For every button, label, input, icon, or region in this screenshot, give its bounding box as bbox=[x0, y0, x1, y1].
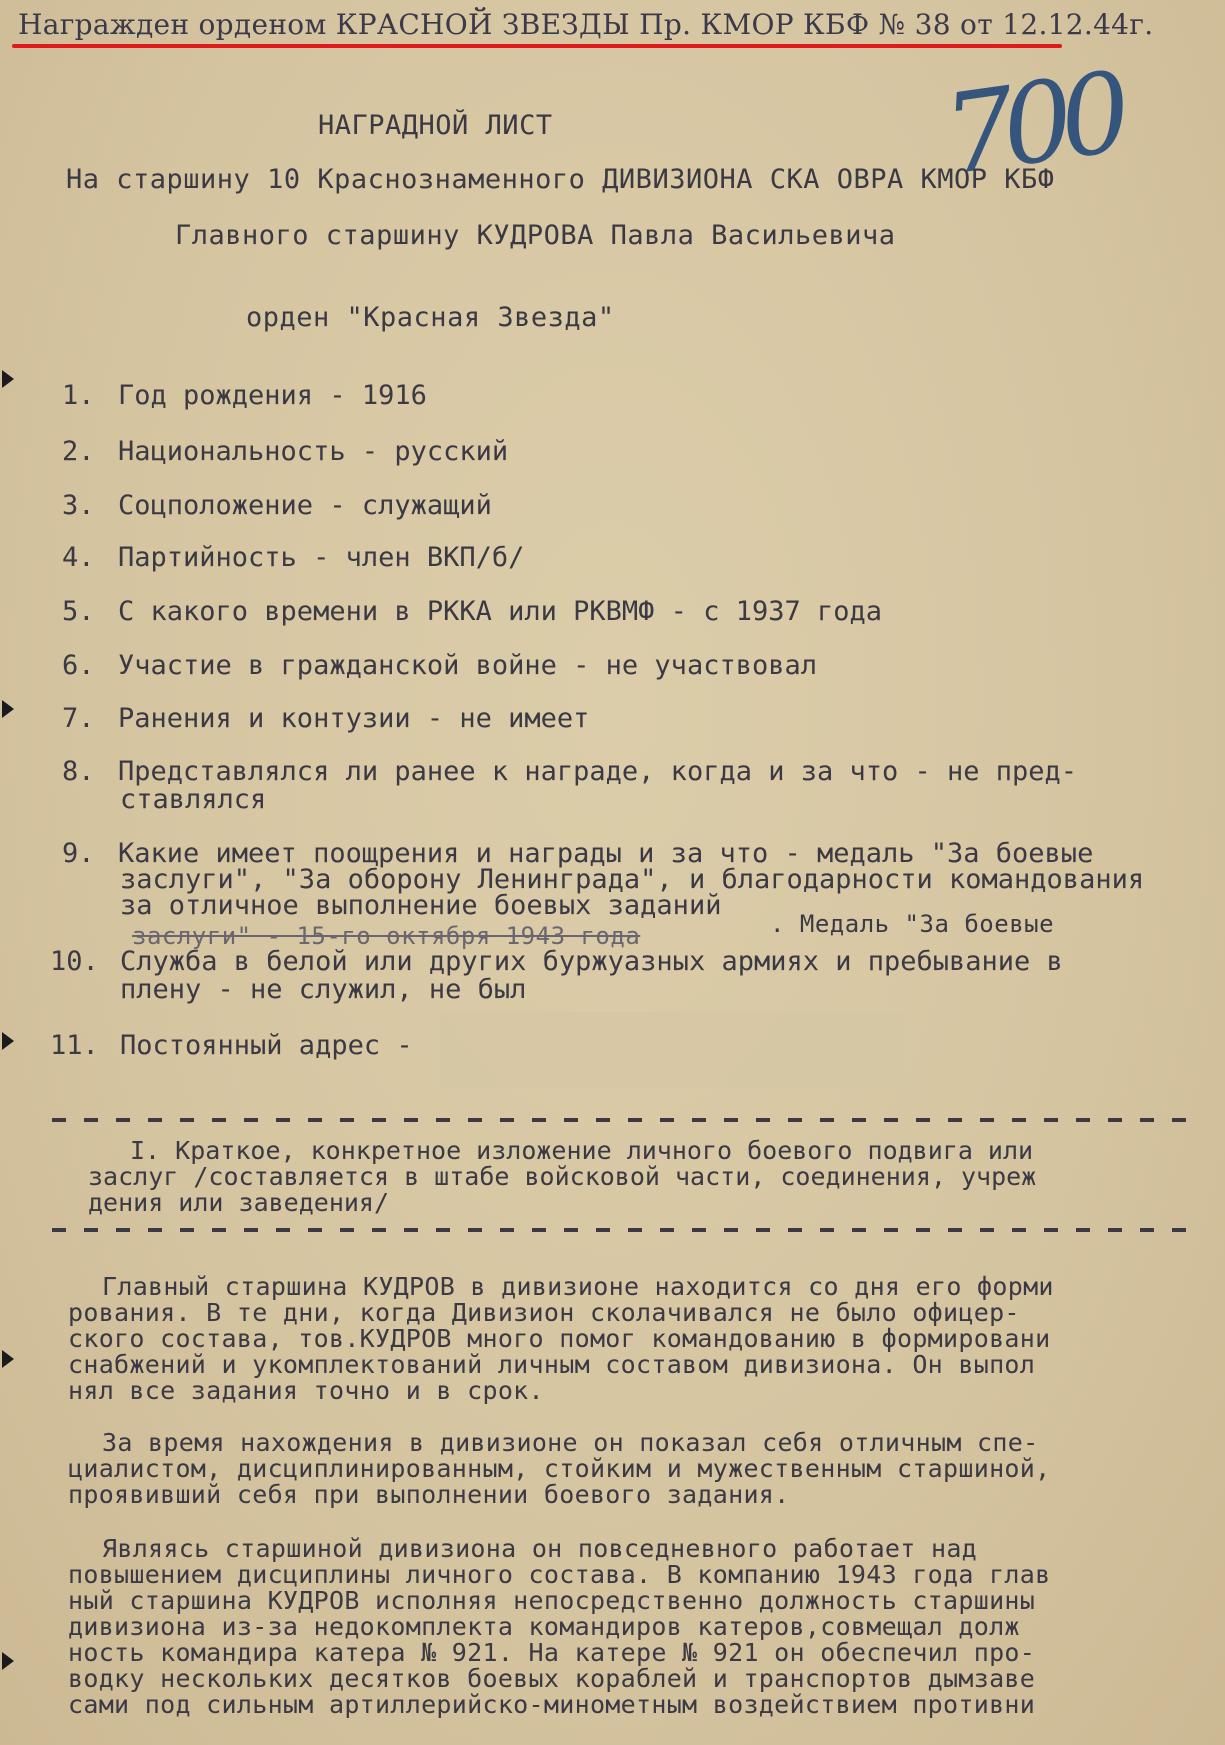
paragraph-line: циалистом, дисциплинированным, стойким и мужественным старшиной, bbox=[68, 1454, 1051, 1483]
redacted-address bbox=[440, 1012, 903, 1087]
document-title: НАГРАДНОЙ ЛИСТ bbox=[318, 110, 553, 141]
struck-note: заслуги" - 15-го октября 1943 года bbox=[132, 922, 641, 950]
list-item: 7. Ранения и контузии - не имеет bbox=[62, 703, 590, 734]
paragraph-line: водку нескольких десятков боевых кораблей и транспортов дымзаве bbox=[68, 1664, 1036, 1693]
list-item: 2. Национальность - русский bbox=[62, 436, 509, 467]
paragraph-line: дивизиона из-за недокомплекта командиров катеров,совмещал долж bbox=[68, 1612, 1020, 1641]
list-item: 4. Партийность - член ВКП/б/ bbox=[62, 542, 525, 573]
list-item: 10. Служба в белой или других буржуазных армиях и пребывание в bbox=[50, 946, 1063, 977]
dashed-divider bbox=[52, 1118, 1192, 1122]
margin-mark bbox=[2, 700, 14, 718]
paragraph-line: ный старшина КУДРОВ исполняя непосредственно должность старшины bbox=[68, 1586, 1036, 1615]
list-item: 9. Какие имеет поощрения и награды и за что - медаль "За боевые bbox=[62, 838, 1094, 869]
paragraph-line: За время нахождения в дивизионе он показал себя отличным спе- bbox=[102, 1428, 1039, 1457]
section-heading-line: I. Краткое, конкретное изложение личного боевого подвига или bbox=[130, 1136, 1034, 1165]
list-item-continuation: за отличное выполнение боевых заданий bbox=[120, 890, 722, 921]
margin-mark bbox=[2, 1652, 14, 1670]
list-item-continuation: ставлялся bbox=[120, 784, 267, 815]
paragraph-line: повышением дисциплины личного состава. В компанию 1943 года глав bbox=[68, 1560, 1051, 1589]
paragraph-line: нял все задания точно и в срок. bbox=[68, 1376, 544, 1405]
margin-mark bbox=[2, 1032, 14, 1050]
paragraph-line: проявивший себя при выполнении боевого задания. bbox=[68, 1480, 790, 1509]
recipient-line-1: На старшину 10 Краснознаменного ДИВИЗИОНА СКА ОВРА КМОР КБФ bbox=[66, 164, 1055, 195]
list-item: 6. Участие в гражданской войне - не участвовал bbox=[62, 650, 817, 681]
paragraph-line: сами под сильным артиллерийско-минометным воздействием противни bbox=[68, 1690, 1036, 1719]
paragraph-line: ского состава, тов.КУДРОВ много помог командованию в формировани bbox=[68, 1324, 1051, 1353]
list-item-continuation: заслуги", "За оборону Ленинграда", и благодарности командования bbox=[120, 864, 1145, 895]
paragraph-line: снабжений и укомплектований личным составом дивизиона. Он выпол bbox=[68, 1350, 1036, 1379]
paragraph-line: рования. В те дни, когда Дивизион сколачивался не было офицер- bbox=[68, 1298, 1020, 1327]
list-item: 3. Соцположение - служащий bbox=[62, 490, 492, 521]
section-heading-line: заслуг /составляется в штабе войсковой части, соединения, учреж bbox=[88, 1162, 1037, 1191]
inserted-note: . Медаль "За боевые bbox=[770, 910, 1055, 938]
handwritten-number: 700 bbox=[936, 48, 1128, 200]
list-item: 8. Представлялся ли ранее к награде, когда и за что - не пред- bbox=[62, 756, 1078, 787]
dashed-divider bbox=[52, 1228, 1192, 1232]
paragraph-line: Являясь старшиной дивизиона он повседневного работает над bbox=[102, 1534, 978, 1563]
red-underline bbox=[12, 44, 1062, 48]
list-item: 5. С какого времени в РККА или РКВМФ - с 1937 года bbox=[62, 596, 883, 627]
paragraph-line: ность командира катера № 921. На катере № 921 он обеспечил про- bbox=[68, 1638, 1036, 1667]
list-item-continuation: плену - не служил, не был bbox=[120, 974, 527, 1005]
award-note: Награжден орденом КРАСНОЙ ЗВЕЗДЫ Пр. КМОР КБФ № 38 от 12.12.44г. bbox=[18, 8, 1154, 41]
paragraph-line: Главный старшина КУДРОВ в дивизионе находится со дня его форми bbox=[102, 1272, 1054, 1301]
list-item: 1. Год рождения - 1916 bbox=[62, 380, 427, 411]
order-line: орден "Красная Звезда" bbox=[246, 302, 615, 333]
list-item: 11. Постоянный адрес - bbox=[50, 1030, 413, 1061]
recipient-line-2: Главного старшину КУДРОВА Павла Васильевича bbox=[175, 220, 896, 251]
margin-mark bbox=[2, 370, 14, 388]
section-heading-line: дения или заведения/ bbox=[88, 1188, 390, 1217]
margin-mark bbox=[2, 1350, 14, 1368]
